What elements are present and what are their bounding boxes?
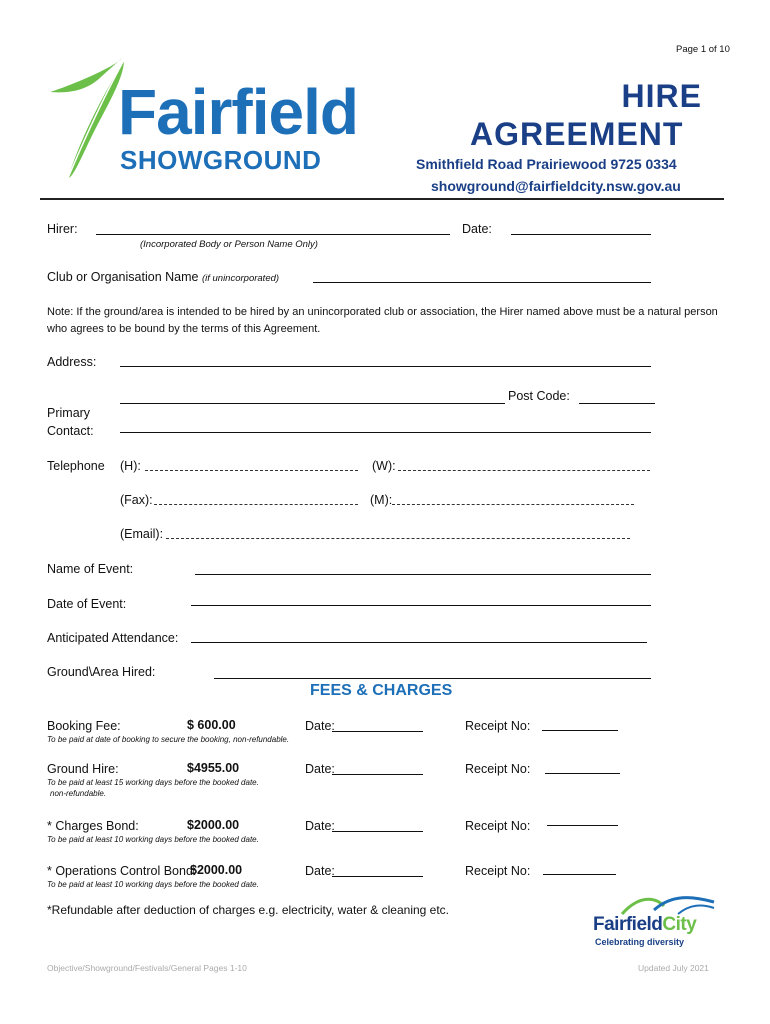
- fee-receipt-field[interactable]: [543, 874, 616, 875]
- fax-field[interactable]: [154, 504, 358, 505]
- fee-name: Booking Fee:: [47, 719, 121, 733]
- fee-receipt-field[interactable]: [542, 730, 618, 731]
- attendance-label: Anticipated Attendance:: [47, 631, 179, 645]
- fee-date-field[interactable]: [332, 876, 423, 877]
- header-address: Smithfield Road Prairiewood 9725 0334: [416, 156, 677, 172]
- note-text: Note: If the ground/area is intended to be hired by an unincorporated club or association, the Hirer named above must be a natural person who agrees to be bound by the terms of this Agreement.: [47, 306, 718, 335]
- contact-label: Contact:: [47, 424, 94, 438]
- mobile-label: (M):: [370, 493, 393, 507]
- fee-note: To be paid at date of booking to secure the booking, non-refundable.: [47, 735, 290, 744]
- address-field-2[interactable]: [120, 403, 505, 404]
- fee-receipt-field[interactable]: [547, 825, 618, 826]
- email-label: (Email):: [120, 527, 164, 541]
- email-field[interactable]: [166, 538, 630, 539]
- fee-date-label: Date:: [305, 719, 335, 733]
- work-phone-field[interactable]: [398, 470, 650, 471]
- address-field-1[interactable]: [120, 366, 651, 367]
- fee-receipt-label: Receipt No:: [465, 864, 531, 878]
- header-email: showground@fairfieldcity.nsw.gov.au: [431, 178, 681, 194]
- fee-note: To be paid at least 10 working days before the booked date.: [47, 880, 259, 889]
- telephone-label: Telephone: [47, 459, 105, 473]
- fee-note: To be paid at least 15 working days before the booked date.: [47, 778, 259, 787]
- hirer-label: Hirer:: [47, 222, 78, 236]
- postcode-label: Post Code:: [508, 389, 570, 403]
- page-number: Page 1 of 10: [676, 44, 730, 55]
- date-label: Date:: [462, 222, 492, 236]
- ground-area-field[interactable]: [214, 678, 651, 679]
- home-phone-field[interactable]: [145, 470, 358, 471]
- fee-date-field[interactable]: [332, 831, 423, 832]
- event-name-field[interactable]: [195, 574, 651, 575]
- event-date-label: Date of Event:: [47, 597, 127, 611]
- hirer-field[interactable]: [96, 234, 450, 235]
- fee-amount: $ 600.00: [187, 718, 236, 732]
- mobile-field[interactable]: [392, 504, 634, 505]
- fees-heading: FEES & CHARGES: [310, 682, 453, 699]
- attendance-field[interactable]: [191, 642, 647, 643]
- logo-showground-text: SHOWGROUND: [120, 145, 322, 175]
- date-field[interactable]: [511, 234, 651, 235]
- fee-receipt-field[interactable]: [545, 773, 620, 774]
- home-phone-label: (H):: [120, 459, 141, 473]
- title-hire: HIRE: [621, 78, 702, 114]
- city-logo-text: [593, 914, 696, 936]
- fee-date-label: Date:: [305, 762, 335, 776]
- city-logo-word1: Fairfield: [593, 914, 663, 935]
- fee-receipt-label: Receipt No:: [465, 819, 531, 833]
- footer-left: Objective/Showground/Festivals/General Pages 1-10: [47, 963, 247, 973]
- event-name-label: Name of Event:: [47, 562, 134, 576]
- club-label: [47, 270, 279, 284]
- club-label-text: Club or Organisation Name: [47, 270, 199, 284]
- ground-area-label: Ground\Area Hired:: [47, 665, 156, 679]
- fee-note-2: non-refundable.: [50, 789, 107, 798]
- city-logo-word2: City: [662, 914, 697, 935]
- club-field[interactable]: [313, 282, 651, 283]
- event-date-field[interactable]: [191, 605, 651, 606]
- title-agreement: AGREEMENT: [470, 116, 684, 152]
- fee-date-field[interactable]: [332, 774, 423, 775]
- hirer-hint: (Incorporated Body or Person Name Only): [140, 239, 318, 250]
- fee-receipt-label: Receipt No:: [465, 762, 531, 776]
- logo-fairfield-text: Fairfield: [118, 76, 358, 148]
- fee-note: To be paid at least 10 working days before the booked date.: [47, 835, 259, 844]
- header-divider: [40, 198, 724, 200]
- postcode-field[interactable]: [579, 403, 655, 404]
- address-label: Address:: [47, 355, 97, 369]
- footer-right: Updated July 2021: [638, 963, 709, 973]
- fee-name: * Operations Control Bond:: [47, 864, 197, 878]
- fee-date-field[interactable]: [332, 731, 423, 732]
- fee-name: Ground Hire:: [47, 762, 119, 776]
- fee-date-label: Date:: [305, 864, 335, 878]
- club-hint: (if unincorporated): [201, 273, 280, 284]
- fee-date-label: Date:: [305, 819, 335, 833]
- primary-label: Primary: [47, 406, 91, 420]
- fee-name: * Charges Bond:: [47, 819, 139, 833]
- city-tagline: Celebrating diversity: [595, 937, 685, 947]
- refund-note: *Refundable after deduction of charges e.g. electricity, water & cleaning etc.: [47, 903, 450, 917]
- fee-amount: $2000.00: [190, 863, 243, 877]
- fee-amount: $2000.00: [187, 818, 240, 832]
- work-phone-label: (W):: [372, 459, 396, 473]
- fee-receipt-label: Receipt No:: [465, 719, 531, 733]
- primary-contact-field[interactable]: [120, 432, 651, 433]
- fax-label: (Fax):: [120, 493, 153, 507]
- fee-amount: $4955.00: [187, 761, 240, 775]
